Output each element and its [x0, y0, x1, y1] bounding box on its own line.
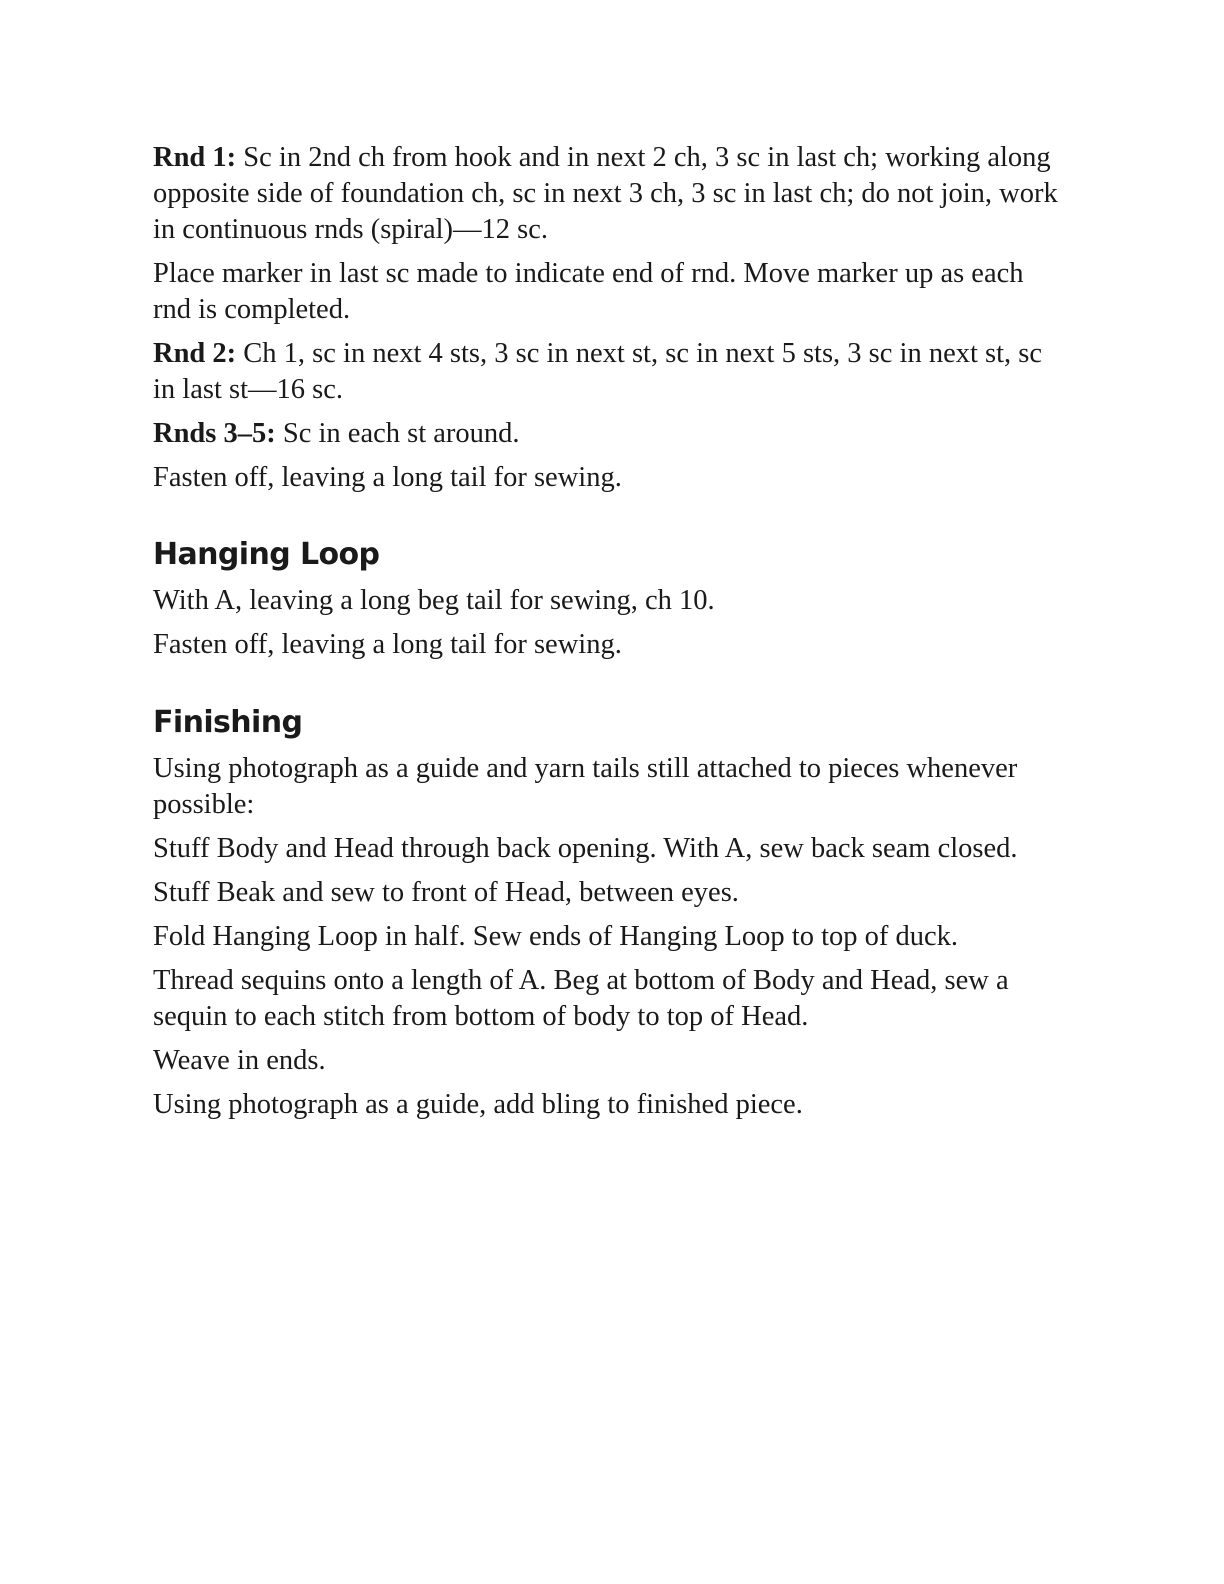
- rnds-3-5-instruction: [153, 416, 1063, 452]
- finishing-step: Thread sequins onto a length of A. Beg at bottom of Body and Head, sew a sequin to each stitch from bottom of body to top of Head.: [153, 965, 1009, 1032]
- pattern-page: [153, 140, 1063, 1131]
- hanging-loop-step: With A, leaving a long beg tail for sewing, ch 10.: [153, 585, 715, 616]
- rnd-2-label: Rnd 2:: [153, 338, 237, 369]
- rnd-1-text: Sc in 2nd ch from hook and in next 2 ch, 3 sc in last ch; working along opposite side of foundation ch, sc in next 3 ch, 3 sc in last ch; do not join, work in continuous rnds (spiral)—12 sc.: [153, 142, 1058, 245]
- finishing-step: Stuff Body and Head through back opening. With A, sew back seam closed.: [153, 833, 1018, 864]
- fasten-off-instruction: Fasten off, leaving a long tail for sewing.: [153, 462, 622, 493]
- finishing-step: Weave in ends.: [153, 1045, 326, 1076]
- rnd-1-label: Rnd 1:: [153, 142, 237, 173]
- finishing-step: Stuff Beak and sew to front of Head, between eyes.: [153, 877, 739, 908]
- rnd-1-instruction: [153, 140, 1063, 248]
- marker-instruction: Place marker in last sc made to indicate end of rnd. Move marker up as each rnd is completed.: [153, 258, 1024, 325]
- hanging-loop-step: Fasten off, leaving a long tail for sewing.: [153, 629, 622, 660]
- finishing-step: Using photograph as a guide and yarn tails still attached to pieces whenever possible:: [153, 753, 1018, 820]
- rnds-3-5-label: Rnds 3–5:: [153, 418, 276, 449]
- finishing-step: Using photograph as a guide, add bling to finished piece.: [153, 1089, 803, 1120]
- finishing-step: Fold Hanging Loop in half. Sew ends of Hanging Loop to top of duck.: [153, 921, 959, 952]
- rnd-2-text: Ch 1, sc in next 4 sts, 3 sc in next st, sc in next 5 sts, 3 sc in next st, sc in last st—16 sc.: [153, 338, 1043, 405]
- hanging-loop-heading: Hanging Loop: [153, 537, 380, 572]
- rnd-2-instruction: [153, 336, 1063, 408]
- rnds-3-5-text: Sc in each st around.: [275, 418, 520, 449]
- finishing-heading: Finishing: [153, 705, 303, 740]
